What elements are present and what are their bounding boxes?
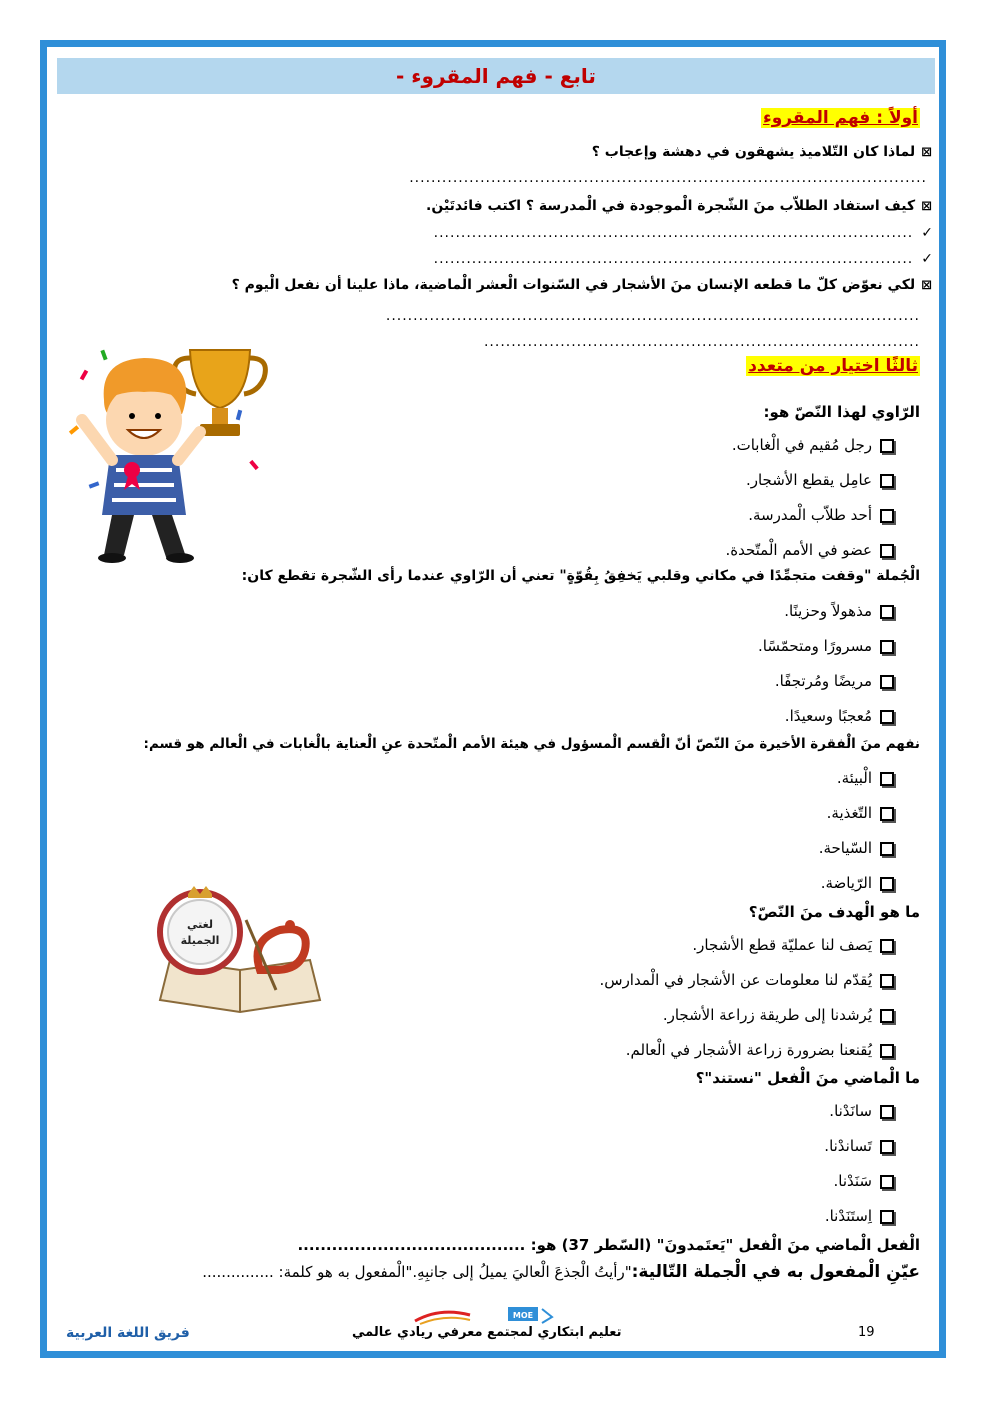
section3-heading: ثالثًا اختيار من متعدد (748, 356, 918, 376)
boy-figure (82, 358, 200, 563)
mcq-question: نفهم منَ الْفقرة الأخيرة منَ النّصّ أنّ الْقسم الْمسؤول في هيئة الأمم الْمتّحدة عنِ الْعناية بالْغابات في الْعالم هو قسم: (143, 736, 920, 752)
logo-text: MOE (512, 1311, 534, 1320)
bullet-box-icon: ⊠ (921, 145, 932, 160)
page-number: 19 (858, 1325, 875, 1340)
section1-heading: أولاً : فهم المقروء (763, 108, 918, 128)
checkbox-icon[interactable] (880, 439, 894, 453)
mcq-option[interactable]: مُعجبًا وسعيدًا. (785, 707, 894, 725)
checkbox-icon[interactable] (880, 509, 894, 523)
checkbox-icon[interactable] (880, 675, 894, 689)
checkbox-icon[interactable] (880, 1105, 894, 1119)
checkbox-icon[interactable] (880, 807, 894, 821)
checkbox-icon[interactable] (880, 1044, 894, 1058)
question-3: ⊠لكي نعوّض كلّ ما قطعه الإنسان منَ الأشجار في السّنوات الْعشر الْماضية، ماذا علينا أن نفعل الْيوم ؟ (231, 277, 932, 293)
mcq-option[interactable]: عضو في الأمم الْمتّحدة. (725, 541, 894, 559)
object-question[interactable] (202, 1262, 920, 1282)
answer-line-1[interactable]: ............................................................................................... (409, 170, 927, 186)
mcq-option[interactable]: سانَدْنا. (829, 1102, 894, 1120)
answer-line-2b[interactable]: ✓........................................................................................ (433, 251, 934, 267)
mcq-option[interactable]: مذهولاً وحزينًا. (784, 602, 894, 620)
checkbox-icon[interactable] (880, 640, 894, 654)
check-icon: ✓ (921, 225, 934, 241)
mcq-option[interactable]: عامِل يقطع الأشجار. (746, 471, 894, 489)
mcq-option[interactable]: يُقدّم لنا معلومات عن الأشجار في الْمدارس. (599, 971, 894, 989)
checkbox-icon[interactable] (880, 605, 894, 619)
mcq-question: الرّاوي لهذا النّصّ هو: (763, 403, 920, 421)
mcq-option[interactable]: اِستَنَدْنا. (825, 1207, 894, 1225)
object-question-sentence: "رأيتُ الْجذعَ الْعاليَ يميلُ إلى جانبِهِ."الْمفعول به هو كلمة: ............... (202, 1263, 632, 1281)
checkbox-icon[interactable] (880, 544, 894, 558)
checkbox-icon[interactable] (880, 1175, 894, 1189)
boy-trophy-illustration (62, 330, 272, 570)
bullet-box-icon: ⊠ (921, 278, 932, 293)
past-tense-question[interactable]: الْفعل الْماضي منَ الْفعل "يَعتَمدونَ" (السّطر 37) هو: ........................................ (297, 1236, 920, 1254)
question-1: ⊠لماذا كان التّلاميذ يشهقون في دهشة وإعجاب ؟ (591, 144, 932, 160)
mcq-option[interactable]: مريضًا ومُرتجفًا. (775, 672, 894, 690)
mcq-option[interactable]: رجل مُقيم في الْغابات. (732, 436, 894, 454)
mcq-option[interactable]: سَنَدْنا. (834, 1172, 894, 1190)
mcq-option[interactable]: يُرشدنا إلى طريقة زراعة الأشجار. (663, 1006, 894, 1024)
mcq-option[interactable]: السّياحة. (819, 839, 894, 857)
decor-text-1: لغتي (187, 918, 213, 931)
book-letter-illustration (150, 880, 330, 1020)
checkbox-icon[interactable] (880, 939, 894, 953)
bullet-box-icon: ⊠ (921, 199, 932, 214)
mcq-option[interactable]: يَصف لنا عمليّة قطع الأشجار. (692, 936, 894, 954)
footer-slogan: تعليم ابتكاري لمجتمع معرفي ريادي عالمي (352, 1325, 622, 1340)
page-title: تابع - فهم المقروء - (57, 58, 935, 94)
decor-text-2: الجميلة (180, 934, 220, 947)
checkbox-icon[interactable] (880, 710, 894, 724)
checkbox-icon[interactable] (880, 1140, 894, 1154)
mcq-question: ما الْماضي منَ الْفعل "نستند"؟ (695, 1069, 920, 1087)
mcq-option[interactable]: أحد طلاّب الْمدرسة. (748, 506, 894, 524)
question-2: ⊠كيف استفاد الطلاّب منَ الشّجرة الْموجودة في الْمدرسة ؟ اكتب فائدتَيْن. (426, 198, 932, 214)
mcq-option[interactable]: الرّياضة. (821, 874, 894, 892)
mcq-question: ما هو الْهدف منَ النّصّ؟ (748, 903, 920, 921)
answer-line-3a[interactable]: .................................................................................................. (385, 308, 920, 324)
mcq-option[interactable]: الْبيئة. (837, 769, 894, 787)
answer-line-2a[interactable]: ✓........................................................................................ (433, 225, 934, 241)
page-frame-inner (46, 46, 940, 1352)
mcq-option[interactable]: مسرورًا ومتحمّسًا. (758, 637, 894, 655)
footer-team: فريق اللغة العربية (66, 1325, 190, 1341)
checkbox-icon[interactable] (880, 842, 894, 856)
mcq-option[interactable]: التّغذية. (827, 804, 894, 822)
check-icon: ✓ (921, 251, 934, 267)
checkbox-icon[interactable] (880, 474, 894, 488)
answer-line-3b[interactable]: ................................................................................ (483, 334, 920, 350)
mcq-option[interactable]: تَساندْنا. (824, 1137, 894, 1155)
checkbox-icon[interactable] (880, 772, 894, 786)
checkbox-icon[interactable] (880, 974, 894, 988)
checkbox-icon[interactable] (880, 1210, 894, 1224)
checkbox-icon[interactable] (880, 877, 894, 891)
object-question-lead: عيّنِ الْمفعول به في الْجملة التّالية: (631, 1262, 920, 1282)
trophy-icon (175, 350, 266, 436)
ministry-logo (410, 1305, 560, 1327)
checkbox-icon[interactable] (880, 1009, 894, 1023)
mcq-question: الْجُملة "وقفت متجمِّدًا في مكاني وقلبي يَخفِقُ بِقُوّةٍ" تعني أن الرّاوي عندما رأى الشّجرة تقطع كان: (241, 568, 920, 584)
mcq-option[interactable]: يُقنعنا بضرورة زراعة الأشجار في الْعالم. (626, 1041, 894, 1059)
